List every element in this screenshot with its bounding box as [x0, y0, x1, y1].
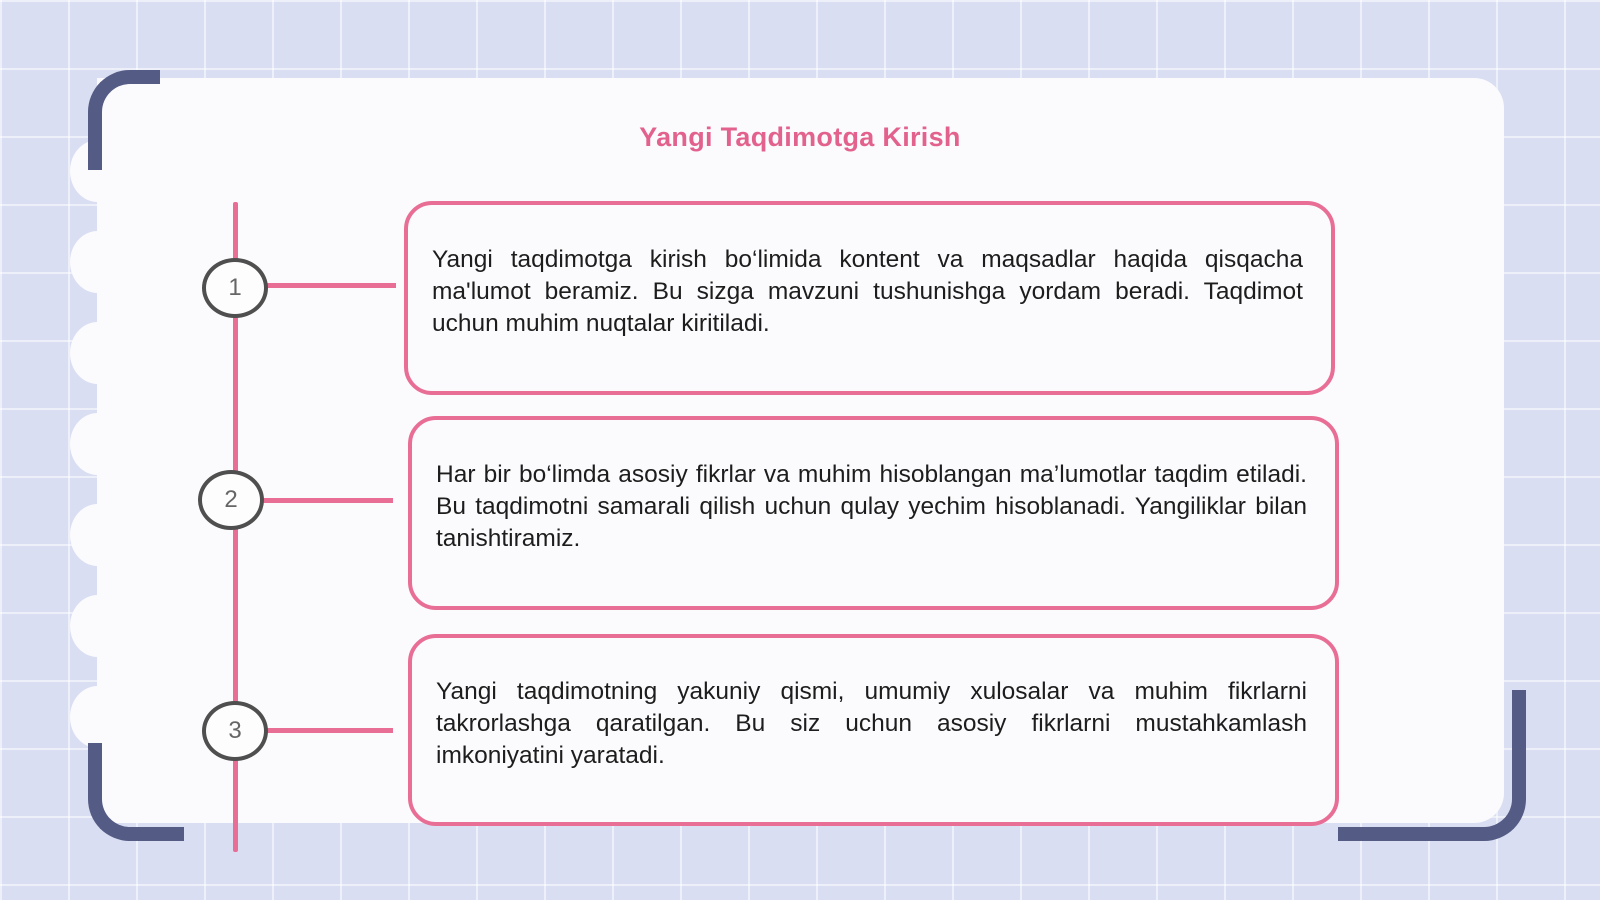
slide-title: Yangi Taqdimotga Kirish: [639, 122, 961, 152]
timeline-card-1: [404, 201, 1335, 395]
timeline-connector: [266, 283, 396, 288]
corner-bracket-bottom-left: [88, 743, 184, 841]
binder-notch: [70, 686, 125, 748]
corner-bracket-top-left: [88, 70, 160, 170]
binder-notch: [70, 322, 125, 384]
binder-notch: [70, 504, 125, 566]
timeline-step-3: 3: [202, 701, 268, 761]
binder-notch: [70, 231, 125, 293]
timeline-card-text: Har bir bo‘limda asosiy fikrlar va muhim hisoblangan ma’lumotlar taqdim etiladi. Bu taqdimotni samarali qilish uchun qulay yechim hisoblanadi. Yangiliklar bilan tanishtiramiz.: [436, 461, 1307, 552]
binder-notch: [70, 413, 125, 475]
timeline-step-1: 1: [202, 258, 268, 318]
timeline-step-2: 2: [198, 470, 264, 530]
timeline-connector: [263, 498, 393, 503]
binder-notch: [70, 595, 125, 657]
timeline-card-3: [408, 634, 1339, 826]
timeline-card-text: Yangi taqdimotga kirish bo‘limida kontent va maqsadlar haqida qisqacha ma'lumot beramiz. Bu sizga mavzuni tushunishga yordam beradi. Taqdimot uchun muhim nuqtalar kiritiladi.: [432, 246, 1303, 337]
timeline-card-2: [408, 416, 1339, 610]
timeline-card-text: Yangi taqdimotning yakuniy qismi, umumiy xulosalar va muhim fikrlarni takrorlashga qaratilgan. Bu siz uchun asosiy fikrlarni mustahkamlash imkoniyatini yaratadi.: [436, 678, 1307, 769]
corner-bracket-bottom-right: [1338, 690, 1526, 841]
timeline-connector: [266, 728, 393, 733]
